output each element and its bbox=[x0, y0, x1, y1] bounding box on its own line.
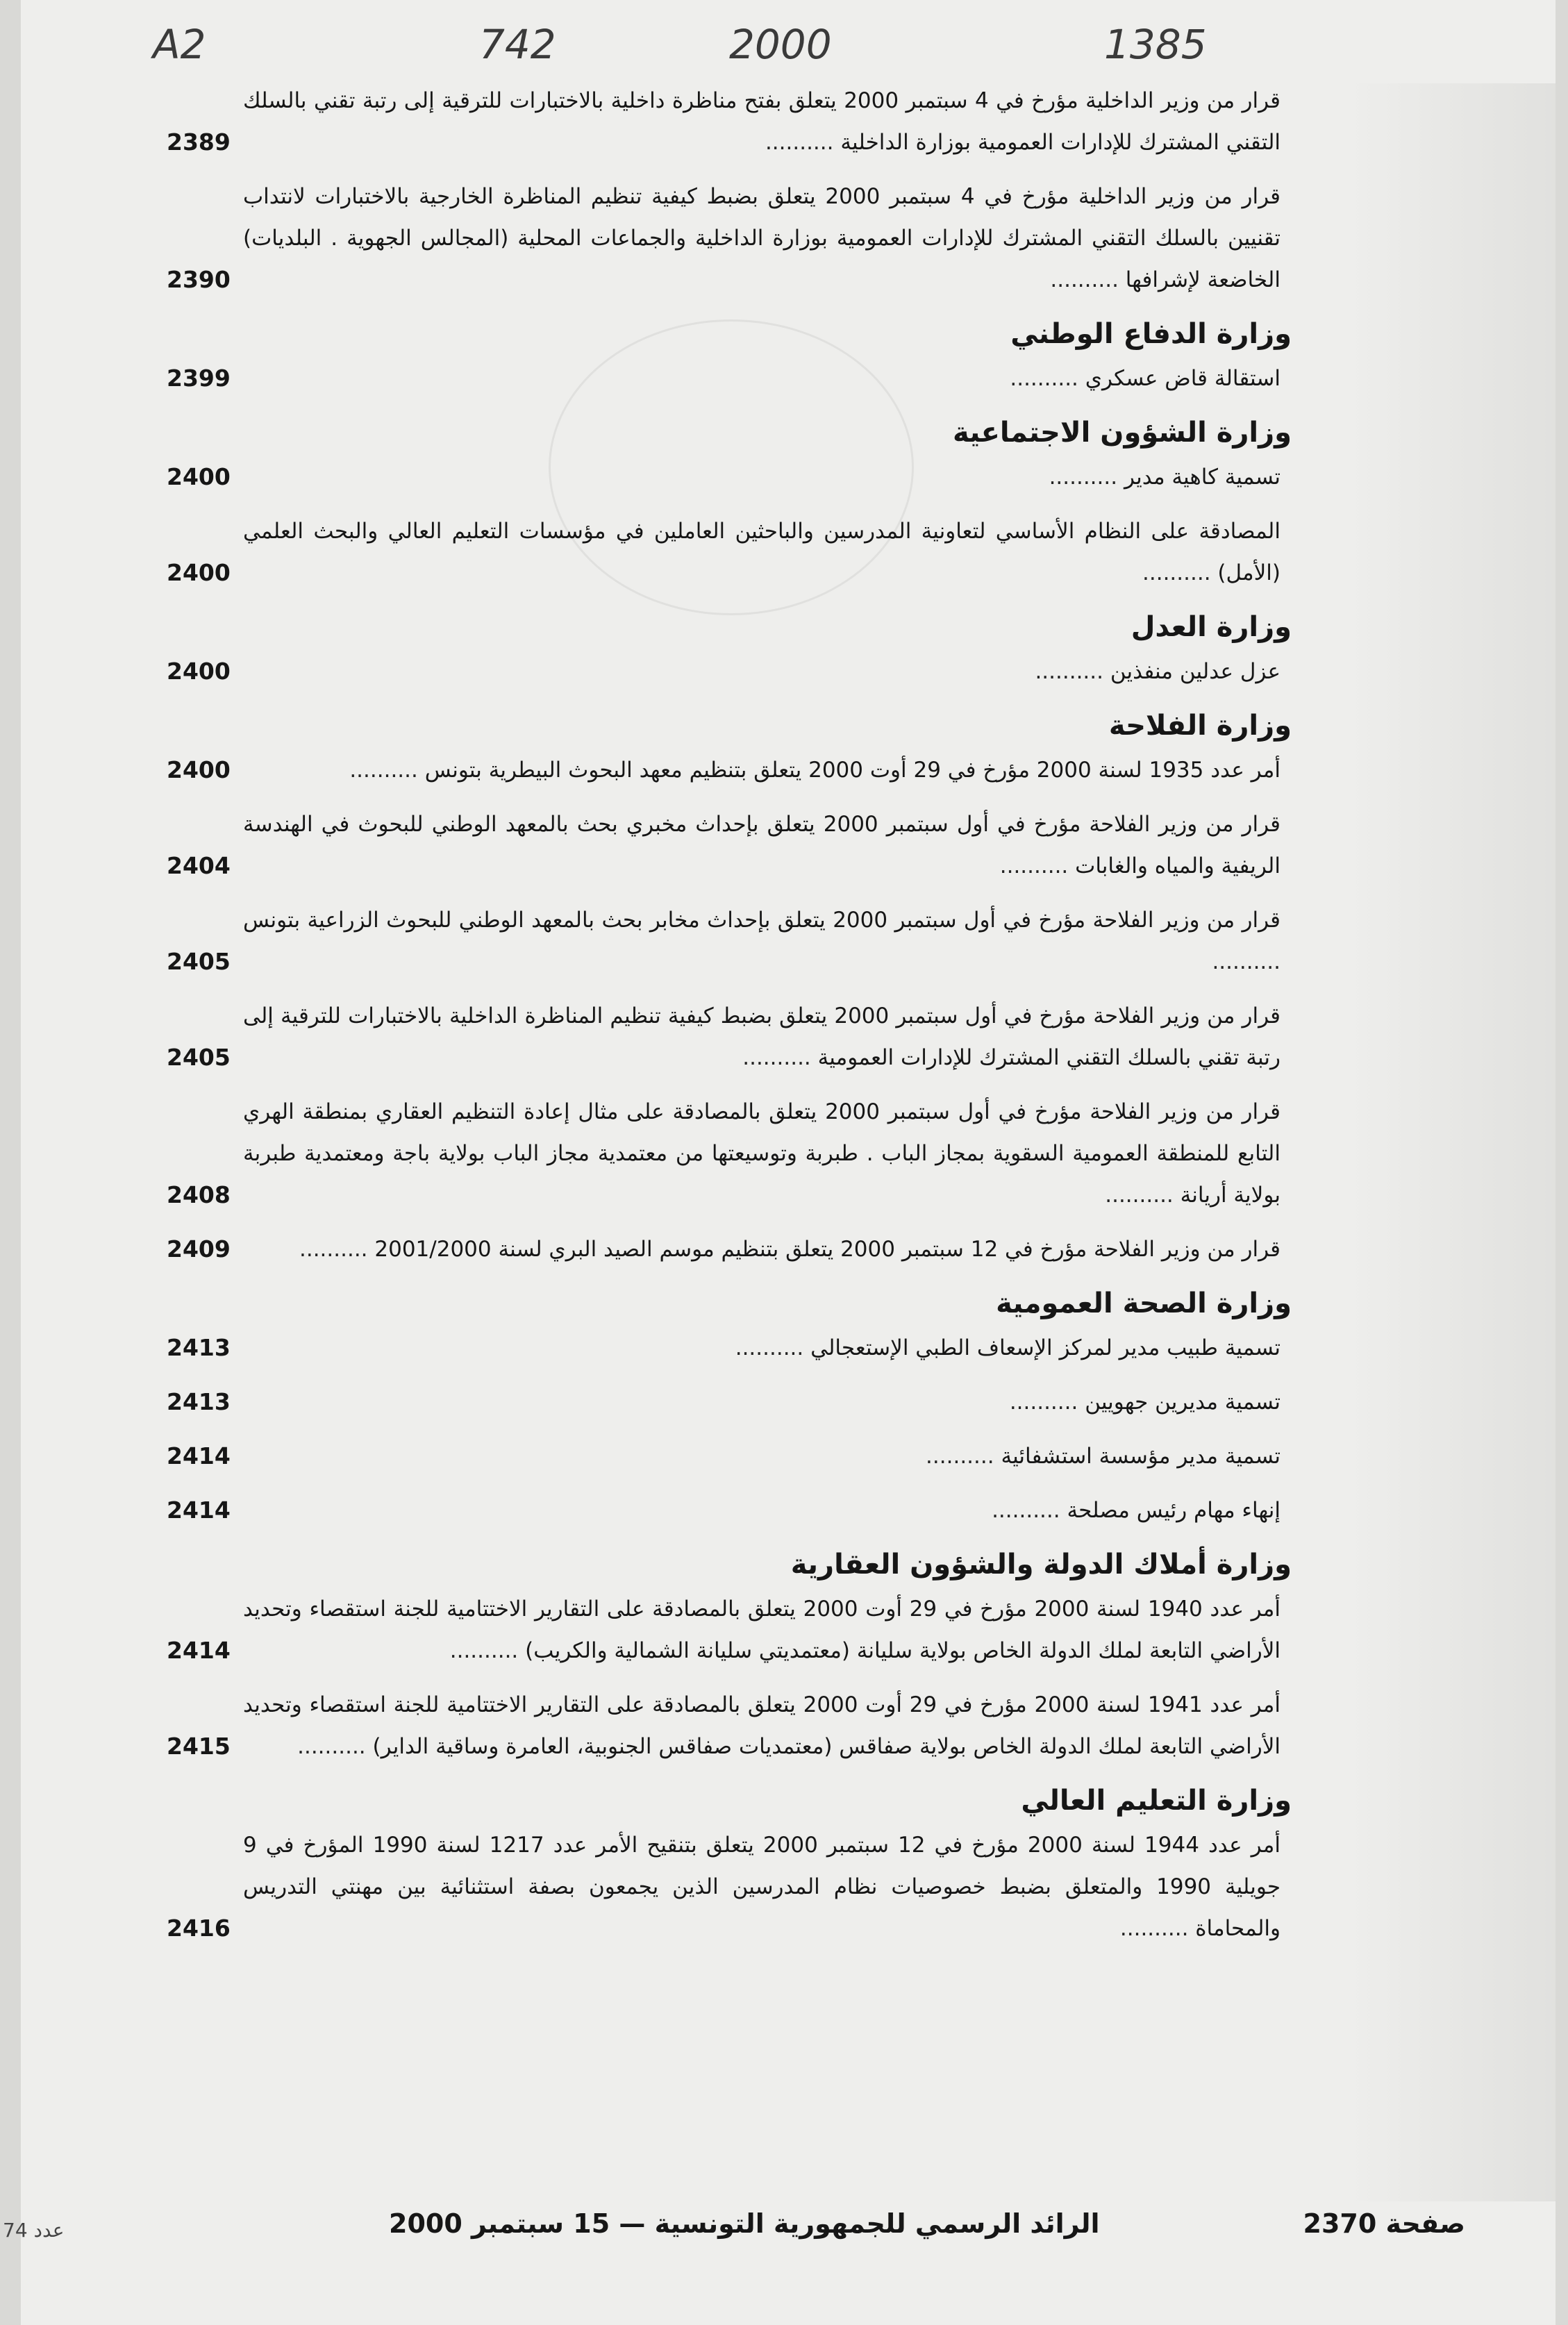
dot-leader: .......... bbox=[999, 853, 1076, 878]
toc-entry-text bbox=[243, 1435, 1292, 1477]
toc-page-number: 2389 bbox=[167, 128, 231, 156]
toc-entry bbox=[167, 995, 1292, 1078]
dot-leader: .......... bbox=[1009, 1390, 1085, 1415]
toc-entry-text bbox=[243, 1327, 1292, 1369]
ministry-heading: وزارة أملاك الدولة والشؤون العقارية bbox=[790, 1549, 1292, 1581]
toc-entry bbox=[167, 1684, 1292, 1767]
toc-entry-text bbox=[243, 1684, 1292, 1767]
toc-entry-text bbox=[243, 1228, 1292, 1270]
toc-page-number: 2413 bbox=[167, 1388, 231, 1415]
dot-leader: .......... bbox=[1049, 465, 1124, 490]
ministry-heading: وزارة التعليم العالي bbox=[1021, 1785, 1292, 1817]
toc-entry-title: قرار من وزير الفلاحة مؤرخ في أول سبتمبر 2000 يتعلق بضبط كيفية تنظيم المناظرة الداخلية بالاختبارات للترقية إلى رتبة تقني بالسلك التقني المشترك للإدارات العمومية bbox=[243, 1003, 1281, 1070]
toc-page-number: 2400 bbox=[167, 658, 231, 685]
toc-entry bbox=[167, 1327, 1292, 1369]
handwritten-note-a: A2 bbox=[153, 21, 206, 68]
toc-entry bbox=[167, 899, 1292, 983]
toc-entry-title: قرار من وزير الفلاحة مؤرخ في 12 سبتمبر 2000 يتعلق بتنظيم موسم الصيد البري لسنة 2001/2000 bbox=[374, 1237, 1281, 1262]
handwritten-note-c: 2000 bbox=[729, 21, 832, 68]
toc-entry-text bbox=[243, 456, 1292, 498]
toc-entry-title: قرار من وزير الفلاحة مؤرخ في أول سبتمبر 2000 يتعلق بإحداث مخابر بحث بالمعهد الوطني للبحوث الزراعية بتونس bbox=[243, 908, 1281, 933]
toc-entry bbox=[167, 1228, 1292, 1270]
toc-entry bbox=[167, 1435, 1292, 1477]
toc-entry bbox=[167, 358, 1292, 399]
toc-entry-title: أمر عدد 1944 لسنة 2000 مؤرخ في 12 سبتمبر 2000 يتعلق بتنقيح الأمر عدد 1217 لسنة 1990 المؤرخ في 9 جويلية 1990 والمتعلق بضبط خصوصيات نظام المدرسين الذين يجمعون بصفة استثنائية بين مهنتي التدريس والمحاماة bbox=[243, 1833, 1281, 1941]
edge-issue-note: عدد 74 bbox=[3, 2219, 65, 2242]
toc-page-number: 2400 bbox=[167, 756, 231, 783]
ministry-heading: وزارة العدل bbox=[1131, 611, 1292, 643]
ministry-heading: وزارة الدفاع الوطني bbox=[1010, 318, 1292, 350]
toc-entry-title: إنهاء مهام رئيس مصلحة bbox=[1067, 1498, 1281, 1523]
toc-page-number: 2405 bbox=[167, 948, 231, 975]
dot-leader: .......... bbox=[349, 758, 425, 783]
toc-entry-text bbox=[243, 749, 1292, 791]
page-footer bbox=[389, 2208, 1465, 2239]
toc-entry bbox=[167, 651, 1292, 692]
toc-page-number: 2408 bbox=[167, 1181, 231, 1208]
toc-entry-title: أمر عدد 1935 لسنة 2000 مؤرخ في 29 أوت 2000 يتعلق بتنظيم معهد البحوث البيطرية بتونس bbox=[424, 758, 1281, 783]
dot-leader: .......... bbox=[992, 1498, 1067, 1523]
toc-entry-title: أمر عدد 1941 لسنة 2000 مؤرخ في 29 أوت 2000 يتعلق بالمصادقة على التقارير الاختتامية للجنة استقصاء وتحديد الأراضي التابعة لملك الدولة الخاص بولاية صفاقس (معتمديات صفاقس الجنوبية، العامرة وساقية الداير) bbox=[243, 1692, 1281, 1759]
dot-leader: .......... bbox=[735, 1335, 811, 1360]
toc-entry bbox=[167, 803, 1292, 887]
dot-leader: .......... bbox=[1050, 267, 1126, 292]
dot-leader: .......... bbox=[1035, 659, 1110, 684]
toc-entry bbox=[167, 456, 1292, 498]
toc-entry bbox=[167, 510, 1292, 594]
handwritten-note-b: 742 bbox=[479, 21, 556, 68]
toc-entry-title: استقالة قاض عسكري bbox=[1085, 366, 1281, 391]
toc-entry-title: تسمية مديرين جهويين bbox=[1085, 1390, 1281, 1415]
toc-entry bbox=[167, 1490, 1292, 1531]
dot-leader: .......... bbox=[1010, 366, 1085, 391]
dot-leader: .......... bbox=[765, 130, 841, 155]
ministry-heading: وزارة الصحة العمومية bbox=[996, 1288, 1292, 1319]
toc-page-number: 2409 bbox=[167, 1235, 231, 1262]
ministry-heading: وزارة الشؤون الاجتماعية bbox=[952, 417, 1292, 449]
toc-entry-title: المصادقة على النظام الأساسي لتعاونية المدرسين والباحثين العاملين في مؤسسات التعليم العالي والبحث العلمي (الأمل) bbox=[243, 519, 1281, 585]
toc-page-number: 2414 bbox=[167, 1497, 231, 1524]
toc-entry-text bbox=[243, 1091, 1292, 1216]
toc-entry-text bbox=[243, 1588, 1292, 1672]
dot-leader: .......... bbox=[449, 1638, 526, 1663]
dot-leader: .......... bbox=[926, 1444, 1001, 1469]
toc-page-number: 2405 bbox=[167, 1044, 231, 1071]
toc-page-number: 2414 bbox=[167, 1637, 231, 1664]
toc-page-number: 2404 bbox=[167, 852, 231, 879]
toc-entry-title: قرار من وزير الداخلية مؤرخ في 4 سبتمبر 2000 يتعلق بفتح مناظرة داخلية بالاختبارات للترقية إلى رتبة تقني بالسلك التقني المشترك للإدارات العمومية بوزارة الداخلية bbox=[243, 88, 1281, 155]
toc-entry-text bbox=[243, 1381, 1292, 1423]
toc-entry-title: قرار من وزير الفلاحة مؤرخ في أول سبتمبر 2000 يتعلق بإحداث مخبري بحث بالمعهد الوطني للبحوث في الهندسة الريفية والمياه والغابات bbox=[243, 812, 1281, 878]
toc-entry bbox=[167, 1588, 1292, 1672]
dot-leader: .......... bbox=[742, 1045, 818, 1070]
dot-leader: .......... bbox=[1119, 1916, 1196, 1941]
toc-page-number: 2413 bbox=[167, 1334, 231, 1361]
toc-page-number: 2400 bbox=[167, 463, 231, 490]
toc-entry-text bbox=[243, 176, 1292, 301]
toc-entry-title: عزل عدلين منفذين bbox=[1110, 659, 1281, 684]
bleed-through-shadow bbox=[1347, 83, 1556, 2201]
toc-entry-text bbox=[243, 1490, 1292, 1531]
dot-leader: .......... bbox=[299, 1237, 375, 1262]
handwritten-note-d: 1385 bbox=[1104, 21, 1207, 68]
toc-page-number: 2400 bbox=[167, 559, 231, 586]
dot-leader: .......... bbox=[1105, 1183, 1181, 1208]
toc-entry-title: أمر عدد 1940 لسنة 2000 مؤرخ في 29 أوت 2000 يتعلق بالمصادقة على التقارير الاختتامية للجنة استقصاء وتحديد الأراضي التابعة لملك الدولة الخاص بولاية سليانة (معتمديتي سليانة الشمالية والكريب) bbox=[243, 1597, 1281, 1663]
toc-entry-text bbox=[243, 80, 1292, 163]
toc-entry bbox=[167, 1824, 1292, 1949]
toc-entry-title: تسمية طبيب مدير لمركز الإسعاف الطبي الإستعجالي bbox=[810, 1335, 1281, 1360]
toc-page-number: 2416 bbox=[167, 1915, 231, 1942]
toc-entry-title: تسمية مدير مؤسسة استشفائية bbox=[1001, 1444, 1281, 1469]
toc-entry-text bbox=[243, 510, 1292, 594]
toc-entry-text bbox=[243, 995, 1292, 1078]
table-of-contents bbox=[167, 80, 1292, 1962]
toc-page-number: 2399 bbox=[167, 365, 231, 392]
toc-entry bbox=[167, 1091, 1292, 1216]
toc-entry bbox=[167, 176, 1292, 301]
toc-entry-title: تسمية كاهية مدير bbox=[1124, 465, 1281, 490]
toc-entry-text bbox=[243, 651, 1292, 692]
footer-page-number: صفحة 2370 bbox=[1303, 2208, 1465, 2239]
dot-leader: .......... bbox=[1142, 560, 1218, 585]
toc-entry bbox=[167, 749, 1292, 791]
dot-leader: .......... bbox=[1212, 949, 1281, 974]
ministry-heading: وزارة الفلاحة bbox=[1108, 710, 1292, 742]
toc-entry bbox=[167, 1381, 1292, 1423]
toc-page-number: 2415 bbox=[167, 1733, 231, 1760]
toc-entry-text bbox=[243, 358, 1292, 399]
footer-journal-title: الرائد الرسمي للجمهورية التونسية — 15 سبتمبر 2000 bbox=[389, 2208, 1100, 2239]
toc-page-number: 2414 bbox=[167, 1442, 231, 1469]
toc-entry-text bbox=[243, 1824, 1292, 1949]
toc-entry bbox=[167, 80, 1292, 163]
toc-page-number: 2390 bbox=[167, 266, 231, 293]
toc-entry-text bbox=[243, 803, 1292, 887]
toc-entry-title: قرار من وزير الداخلية مؤرخ في 4 سبتمبر 2000 يتعلق بضبط كيفية تنظيم المناظرة الخارجية بالاختبارات لانتداب تقنيين بالسلك التقني المشترك للإدارات العمومية بوزارة الداخلية والجماعات المحلية (المجالس الجهوية . البلديات) الخاضعة لإشرافها bbox=[243, 184, 1281, 292]
dot-leader: .......... bbox=[297, 1734, 373, 1759]
toc-entry-title: قرار من وزير الفلاحة مؤرخ في أول سبتمبر 2000 يتعلق بالمصادقة على مثال إعادة التنظيم العقاري بمنطقة الهري التابع للمنطقة العمومية السقوية بمجاز الباب . طبربة وتوسيعتها من معتمدية مجاز الباب بولاية باجة ومعتمدية طبربة بولاية أريانة bbox=[243, 1099, 1281, 1208]
toc-entry-text bbox=[243, 899, 1292, 983]
